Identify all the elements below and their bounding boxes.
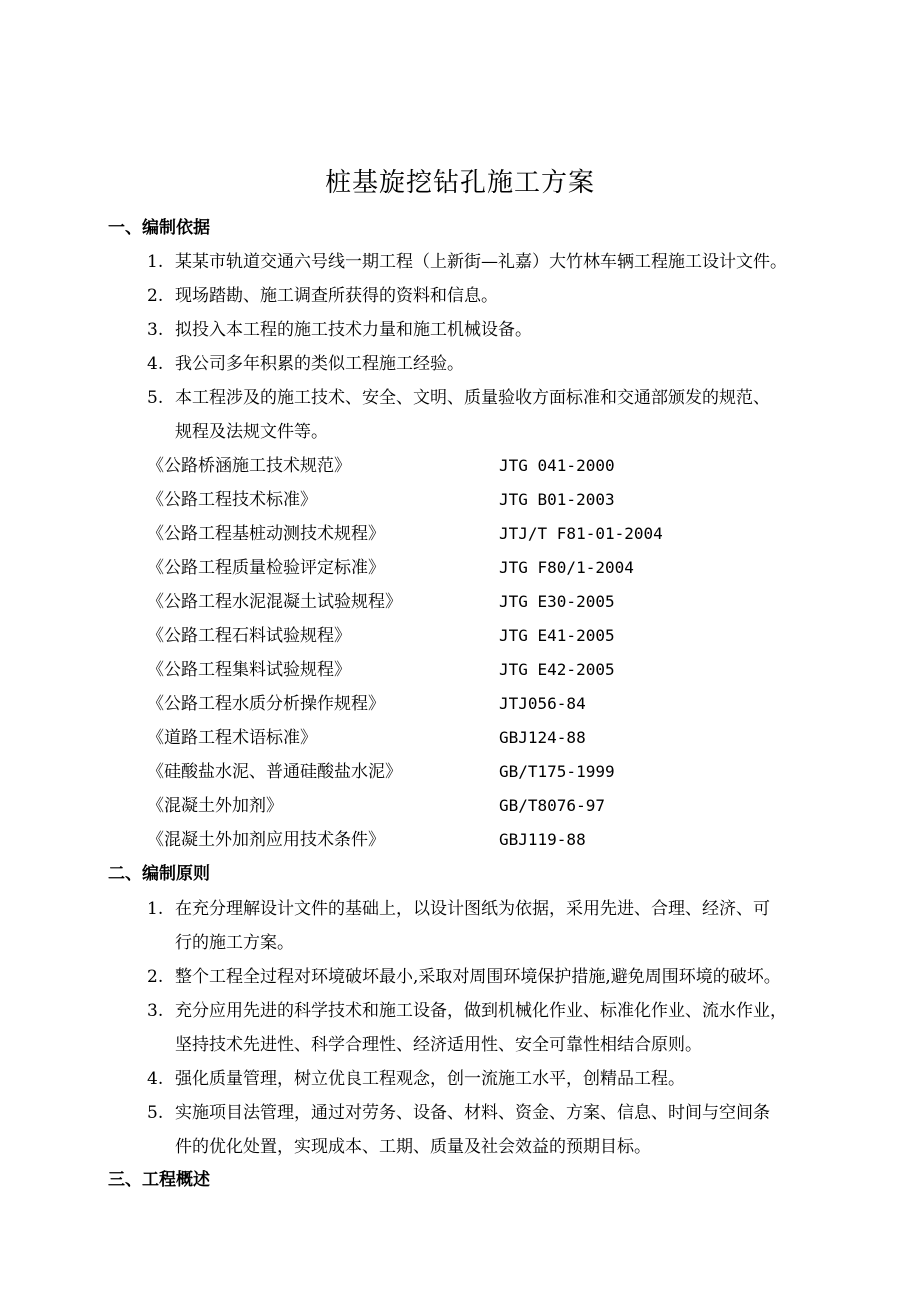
item-text: 某某市轨道交通六号线一期工程（上新街—礼嘉）大竹林车辆工程施工设计文件。 <box>175 252 787 272</box>
standard-row <box>147 789 847 823</box>
standard-code: JTG B01-2003 <box>499 490 615 509</box>
item-number: 4. <box>147 354 164 374</box>
standard-code: GB/T8076-97 <box>499 796 605 815</box>
item-number: 4. <box>147 1069 164 1089</box>
standard-name: 《公路工程水泥混凝土试验规程》 <box>147 592 402 612</box>
standard-code: GBJ124-88 <box>499 728 586 747</box>
item-number: 1. <box>147 899 164 919</box>
basis-item-4 <box>147 347 847 381</box>
standard-row <box>147 755 847 789</box>
standard-row <box>147 687 847 721</box>
basis-item-5 <box>147 381 847 449</box>
standard-name: 《公路工程技术标准》 <box>147 490 317 510</box>
standard-code: JTJ/T F81-01-2004 <box>499 524 663 543</box>
standard-name: 《公路桥涵施工技术规范》 <box>147 456 351 476</box>
standard-code: JTG F80/1-2004 <box>499 558 634 577</box>
standard-row <box>147 619 847 653</box>
item-text: 整个工程全过程对环境破坏最小,采取对周围环境保护措施,避免周围环境的破坏。 <box>175 967 781 987</box>
standard-code: GB/T175-1999 <box>499 762 615 781</box>
standard-row <box>147 517 847 551</box>
standard-name: 《公路工程水质分析操作规程》 <box>147 694 385 714</box>
document-title: 桩基旋挖钻孔施工方案 <box>324 168 595 198</box>
principle-item-3 <box>147 994 847 1062</box>
item-number: 5. <box>147 1103 164 1123</box>
standard-row <box>147 551 847 585</box>
standard-name: 《公路工程集料试验规程》 <box>147 660 351 680</box>
standard-code: JTG E41-2005 <box>499 626 615 645</box>
item-number: 2. <box>147 286 164 306</box>
standard-code: JTG 041-2000 <box>499 456 615 475</box>
standard-name: 《硅酸盐水泥、普通硅酸盐水泥》 <box>147 762 402 782</box>
section-heading-principles: 二、编制原则 <box>108 864 210 884</box>
principle-item-4 <box>147 1062 847 1096</box>
standard-name: 《混凝土外加剂》 <box>147 796 283 816</box>
item-text: 现场踏勘、施工调查所获得的资料和信息。 <box>175 286 498 306</box>
standard-row <box>147 653 847 687</box>
standard-row <box>147 823 847 857</box>
section-heading-overview: 三、工程概述 <box>108 1170 210 1190</box>
standard-row <box>147 449 847 483</box>
section-heading-basis: 一、编制依据 <box>108 218 210 238</box>
standard-name: 《公路工程石料试验规程》 <box>147 626 351 646</box>
item-number: 3. <box>147 320 164 340</box>
item-text: 我公司多年积累的类似工程施工经验。 <box>175 354 464 374</box>
basis-item-2 <box>147 279 847 313</box>
item-text-continued: 件的优化处置，实现成本、工期、质量及社会效益的预期目标。 <box>175 1137 651 1157</box>
standard-name: 《道路工程术语标准》 <box>147 728 317 748</box>
standard-row <box>147 721 847 755</box>
standard-name: 《混凝土外加剂应用技术条件》 <box>147 830 385 850</box>
item-text: 强化质量管理，树立优良工程观念，创一流施工水平，创精品工程。 <box>175 1069 685 1089</box>
item-text-continued: 规程及法规文件等。 <box>175 422 328 442</box>
item-text: 拟投入本工程的施工技术力量和施工机械设备。 <box>175 320 532 340</box>
item-text-continued: 坚持技术先进性、科学合理性、经济适用性、安全可靠性相结合原则。 <box>175 1035 702 1055</box>
item-text: 充分应用先进的科学技术和施工设备，做到机械化作业、标准化作业、流水作业， <box>175 1001 787 1021</box>
principle-item-2 <box>147 960 847 994</box>
item-number: 2. <box>147 967 164 987</box>
item-text: 本工程涉及的施工技术、安全、文明、质量验收方面标准和交通部颁发的规范、 <box>175 388 770 408</box>
item-text: 在充分理解设计文件的基础上，以设计图纸为依据，采用先进、合理、经济、可 <box>175 899 770 919</box>
standard-code: JTG E42-2005 <box>499 660 615 679</box>
item-text: 实施项目法管理，通过对劳务、设备、材料、资金、方案、信息、时间与空间条 <box>175 1103 770 1123</box>
item-number: 1. <box>147 252 164 272</box>
item-text-continued: 行的施工方案。 <box>175 933 294 953</box>
principle-item-1 <box>147 892 847 960</box>
basis-item-3 <box>147 313 847 347</box>
standard-code: JTG E30-2005 <box>499 592 615 611</box>
item-number: 3. <box>147 1001 164 1021</box>
standard-name: 《公路工程基桩动测技术规程》 <box>147 524 385 544</box>
standard-row <box>147 483 847 517</box>
standard-name: 《公路工程质量检验评定标准》 <box>147 558 385 578</box>
standard-code: GBJ119-88 <box>499 830 586 849</box>
basis-item-1 <box>147 245 847 279</box>
standard-row <box>147 585 847 619</box>
standard-code: JTJ056-84 <box>499 694 586 713</box>
principle-item-5 <box>147 1096 847 1164</box>
item-number: 5. <box>147 388 164 408</box>
